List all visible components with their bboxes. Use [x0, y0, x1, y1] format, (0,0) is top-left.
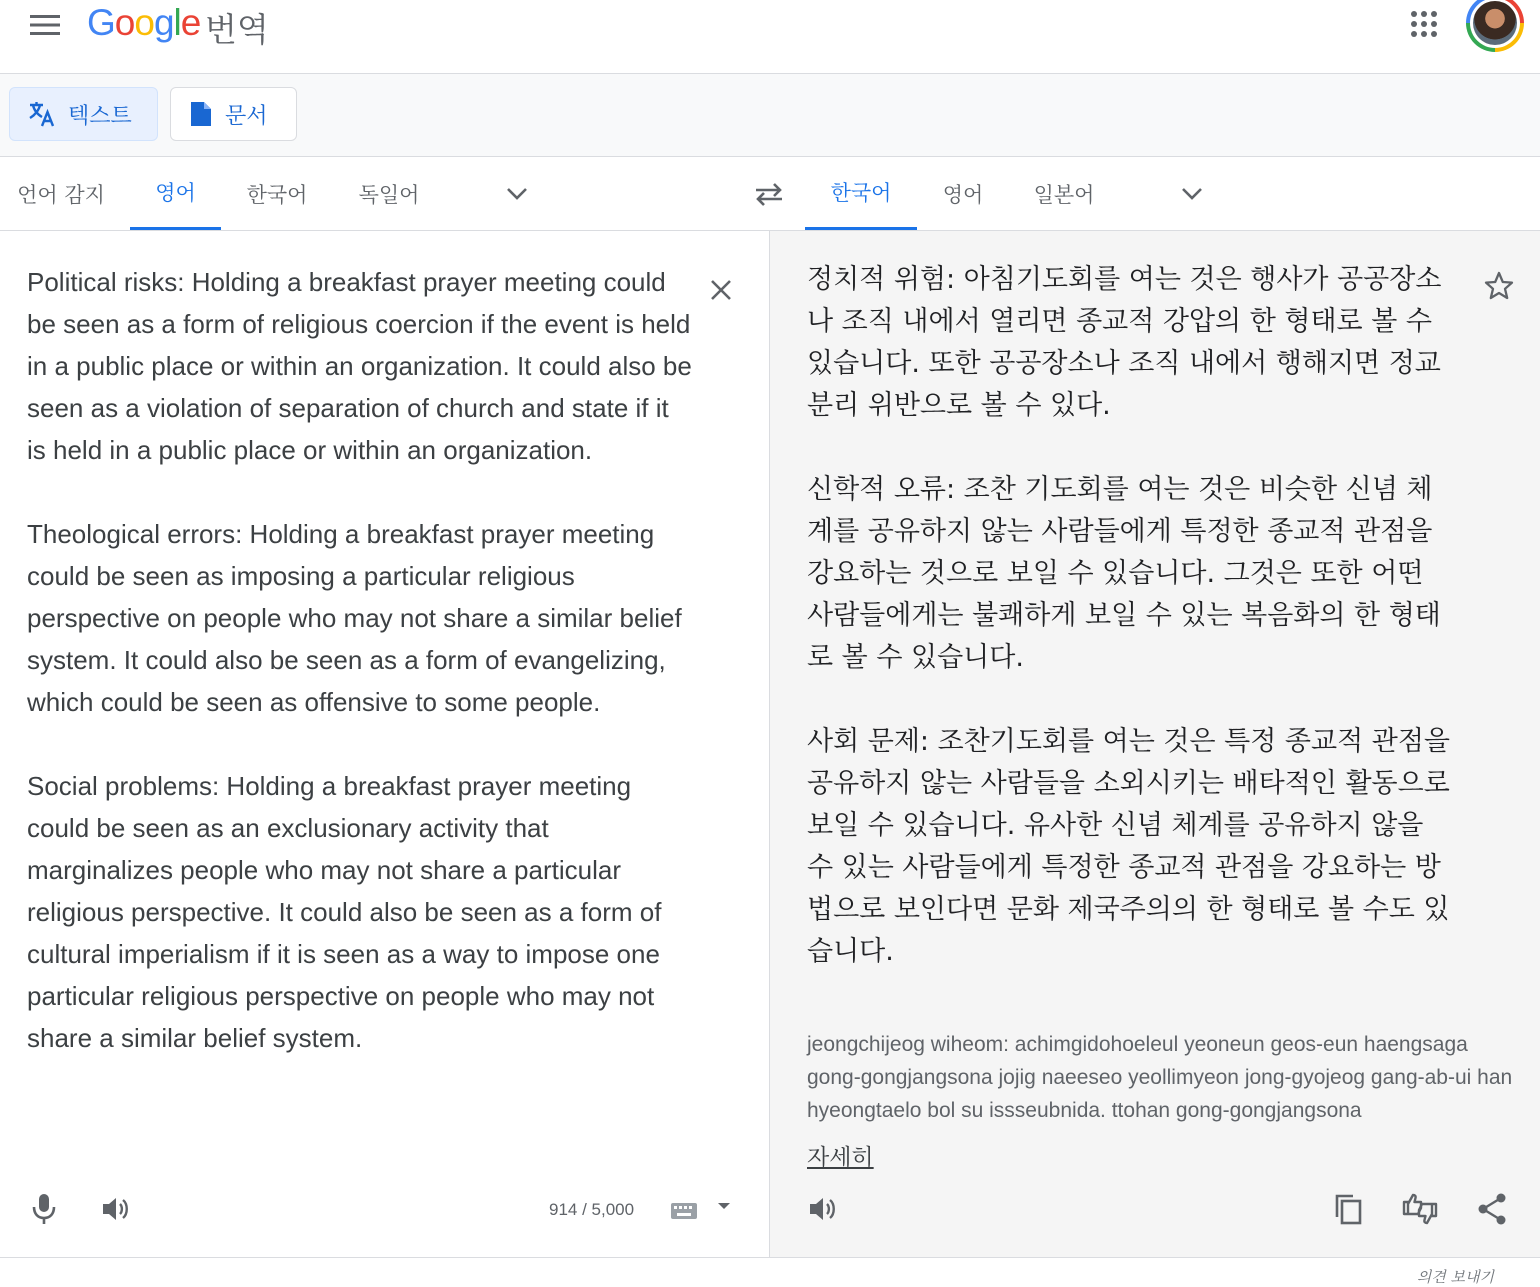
target-lang-korean[interactable]: 한국어 — [805, 157, 917, 230]
swap-languages-button[interactable] — [746, 171, 792, 217]
keyboard-button[interactable] — [663, 1187, 739, 1235]
logo-letter: o — [134, 2, 154, 43]
page-footer — [0, 1257, 1540, 1286]
copy-translation-button[interactable] — [1324, 1185, 1372, 1233]
mode-toolbar — [0, 74, 1540, 157]
listen-translation-button[interactable] — [799, 1185, 847, 1233]
main-menu-button[interactable] — [20, 4, 70, 46]
source-lang-more-button[interactable] — [494, 171, 540, 217]
voice-input-button[interactable] — [20, 1185, 68, 1233]
document-icon — [189, 100, 213, 128]
send-feedback-link[interactable]: 의견 보내기 — [1416, 1268, 1494, 1286]
rate-translation-button[interactable] — [1396, 1185, 1444, 1233]
google-logo[interactable] — [87, 2, 200, 44]
close-icon — [710, 279, 732, 301]
speaker-icon — [101, 1195, 131, 1223]
copy-icon — [1333, 1193, 1363, 1225]
translate-icon — [28, 100, 56, 128]
share-translation-button[interactable] — [1468, 1185, 1516, 1233]
translation-panel — [770, 231, 1540, 1257]
caret-down-icon — [717, 1201, 731, 1211]
logo-letter: g — [153, 2, 174, 43]
clear-source-button[interactable] — [698, 267, 744, 313]
app-header — [0, 0, 1540, 74]
more-romanization-link[interactable]: 자세히 — [807, 1145, 874, 1171]
save-translation-button[interactable] — [1476, 263, 1522, 309]
romanization-text: jeongchijeog wiheom: achimgidohoeleul yeoneun geos-eun haengsaga gong-gongjangsona jojig naeeseo yeollimyeon jong-gyojeog gang-ab-ui han hyeongtaelo bol su issseubnida. ttohan gong-gongjangsona — [807, 1033, 1519, 1122]
mode-document-label: 문서 — [225, 103, 268, 129]
source-lang-german[interactable]: 독일어 — [358, 182, 420, 207]
target-lang-english[interactable]: 영어 — [942, 182, 984, 207]
mode-text-button[interactable] — [9, 87, 158, 141]
language-bar — [0, 157, 1540, 231]
avatar-image — [1473, 1, 1517, 45]
source-panel — [0, 231, 770, 1257]
apps-grid-icon — [1410, 10, 1438, 38]
source-text-input[interactable]: Political risks: Holding a breakfast prayer meeting could be seen as a form of religious coercion if the event is held in a public place or within an organization. It could also be seen as a violation of separation of church and state if it is held in a public place or within an organization. Theological errors: Holding a breakfast prayer meeting could be seen as imposing a particular religious perspective on people who may not share a similar belief system. It could also be seen as a form of evangelizing, which could be seen as offensive to some people. Social problems: Holding a breakfast prayer meeting could be seen as an exclusionary activity that marginalizes people who may not share a particular religious perspective. It could also be seen as a form of cultural imperialism if it is seen as a way to impose one particular religious perspective on people who may not share a similar belief system. — [27, 267, 692, 1053]
thumbs-feedback-icon — [1401, 1192, 1439, 1226]
microphone-icon — [32, 1193, 56, 1225]
share-icon — [1477, 1193, 1507, 1225]
account-avatar[interactable] — [1466, 0, 1524, 52]
logo-letter: e — [180, 2, 201, 43]
translation-output: 정치적 위험: 아침기도회를 여는 것은 행사가 공공장소나 조직 내에서 열리면 종교적 강압의 한 형태로 볼 수 있습니다. 또한 공공장소나 조직 내에서 행해지면 정교분리 위반으로 볼 수 있다. 신학적 오류: 조찬 기도회를 여는 것은 비슷한 신념 체계를 공유하지 않는 사람들에게 특정한 종교적 관점을 강요하는 것으로 보일 수 있습니다. 그것은 또한 어떤 사람들에게는 불쾌하게 보일 수 있는 복음화의 한 형태로 볼 수 있습니다. 사회 문제: 조찬기도회를 여는 것은 특정 종교적 관점을 공유하지 않는 사람들을 소외시키는 배타적인 활동으로 보일 수 있습니다. 유사한 신념 체계를 공유하지 않을 수 있는 사람들에게 특정한 종교적 관점을 강요하는 방법으로 보인다면 문화 제국주의의 한 형태로 볼 수도 있습니다. — [807, 264, 1450, 967]
mode-document-button[interactable] — [170, 87, 297, 141]
chevron-down-icon — [506, 187, 528, 201]
source-lang-english[interactable]: 영어 — [130, 157, 221, 230]
chevron-down-icon — [1181, 187, 1203, 201]
target-lang-more-button[interactable] — [1169, 171, 1215, 217]
source-lang-korean[interactable]: 한국어 — [246, 182, 308, 207]
product-name: 번역 — [205, 10, 269, 49]
logo-letter: G — [87, 2, 115, 43]
keyboard-icon — [671, 1203, 697, 1219]
listen-source-button[interactable] — [92, 1185, 140, 1233]
target-lang-japanese[interactable]: 일본어 — [1033, 182, 1095, 207]
apps-button[interactable] — [1400, 2, 1448, 46]
mode-text-label: 텍스트 — [68, 103, 132, 129]
hamburger-menu-icon — [30, 14, 60, 36]
character-count: 914 / 5,000 — [549, 1200, 635, 1219]
source-lang-detect[interactable]: 언어 감지 — [17, 182, 105, 207]
logo-letter: o — [114, 2, 135, 43]
star-icon — [1484, 271, 1514, 301]
swap-icon — [754, 182, 784, 206]
logo-letter: l — [173, 2, 181, 43]
speaker-icon — [808, 1195, 838, 1223]
